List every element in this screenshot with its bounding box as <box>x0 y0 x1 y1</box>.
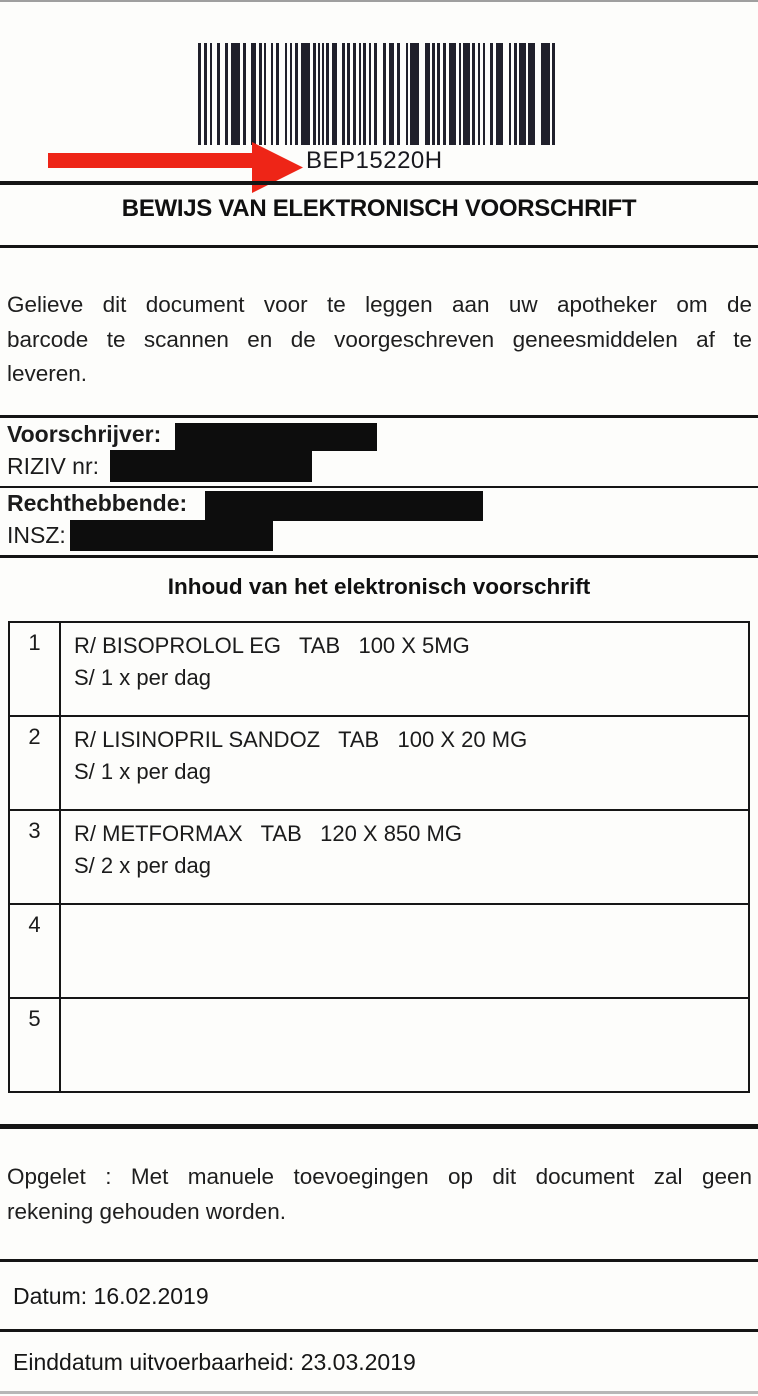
intro-line: barcode te scannen en de voorgeschreven geneesmiddelen af te <box>7 326 752 352</box>
divider-1 <box>0 181 758 185</box>
divider-4 <box>0 486 758 488</box>
intro-line: leveren. <box>7 361 88 386</box>
end-date-line <box>13 1349 416 1376</box>
document-title: BEWIJS VAN ELEKTRONISCH VOORSCHRIFT <box>121 195 637 222</box>
contents-heading: Inhoud van het elektronisch voorschrift <box>167 574 591 599</box>
warning-line: rekening gehouden worden. <box>7 1198 286 1224</box>
table-row <box>9 622 749 716</box>
divider-3 <box>0 415 758 418</box>
row-number: 2 <box>9 716 60 810</box>
medication-cell <box>60 622 749 716</box>
red-arrow-icon <box>44 139 306 197</box>
dosage-line: S/ 1 x per dag <box>74 664 211 690</box>
table-row <box>9 904 749 998</box>
row-number: 3 <box>9 810 60 904</box>
warning-paragraph <box>7 1160 752 1229</box>
barcode-value: BEP15220H <box>306 147 443 174</box>
divider-5 <box>0 555 758 558</box>
medication-cell <box>60 904 749 998</box>
medication-line: R/ BISOPROLOL EG TAB 100 X 5MG <box>74 633 470 658</box>
date-label: Datum: <box>13 1283 88 1309</box>
date-value: 16.02.2019 <box>93 1283 209 1309</box>
medication-line: R/ METFORMAX TAB 120 X 850 MG <box>74 821 462 846</box>
insz-redaction-bar <box>70 520 273 551</box>
row-number: 1 <box>9 622 60 716</box>
table-row <box>9 716 749 810</box>
prescriber-label: Voorschrijver: <box>7 421 162 447</box>
intro-line: Gelieve dit document voor te leggen aan uw apotheker om de <box>7 292 752 317</box>
table-row <box>9 998 749 1092</box>
riziv-redaction-bar <box>110 450 312 482</box>
beneficiary-label: Rechthebbende: <box>7 490 188 516</box>
divider-7 <box>0 1259 758 1262</box>
beneficiary-redaction-bar <box>205 491 483 521</box>
insz-label: INSZ: <box>7 522 66 548</box>
medication-cell <box>60 810 749 904</box>
riziv-label: RIZIV nr: <box>7 453 100 479</box>
medication-line: R/ LISINOPRIL SANDOZ TAB 100 X 20 MG <box>74 727 528 752</box>
medication-cell <box>60 716 749 810</box>
scan-bottom-edge <box>0 1391 758 1394</box>
scan-top-edge <box>0 0 758 2</box>
prescriber-redaction-bar <box>175 423 377 451</box>
prescription-table <box>8 621 750 1093</box>
date-line <box>13 1283 209 1310</box>
dosage-line: S/ 2 x per dag <box>74 852 211 878</box>
row-number: 5 <box>9 998 60 1092</box>
row-number: 4 <box>9 904 60 998</box>
divider-8 <box>0 1329 758 1332</box>
divider-6 <box>0 1124 758 1129</box>
end-date-label: Einddatum uitvoerbaarheid: <box>13 1349 295 1375</box>
intro-paragraph <box>7 288 752 392</box>
warning-line: Opgelet : Met manuele toevoegingen op dit document zal geen <box>7 1164 752 1189</box>
barcode <box>198 43 568 145</box>
end-date-value: 23.03.2019 <box>300 1349 416 1375</box>
medication-cell <box>60 998 749 1092</box>
table-row <box>9 810 749 904</box>
dosage-line: S/ 1 x per dag <box>74 758 211 784</box>
divider-2 <box>0 245 758 248</box>
